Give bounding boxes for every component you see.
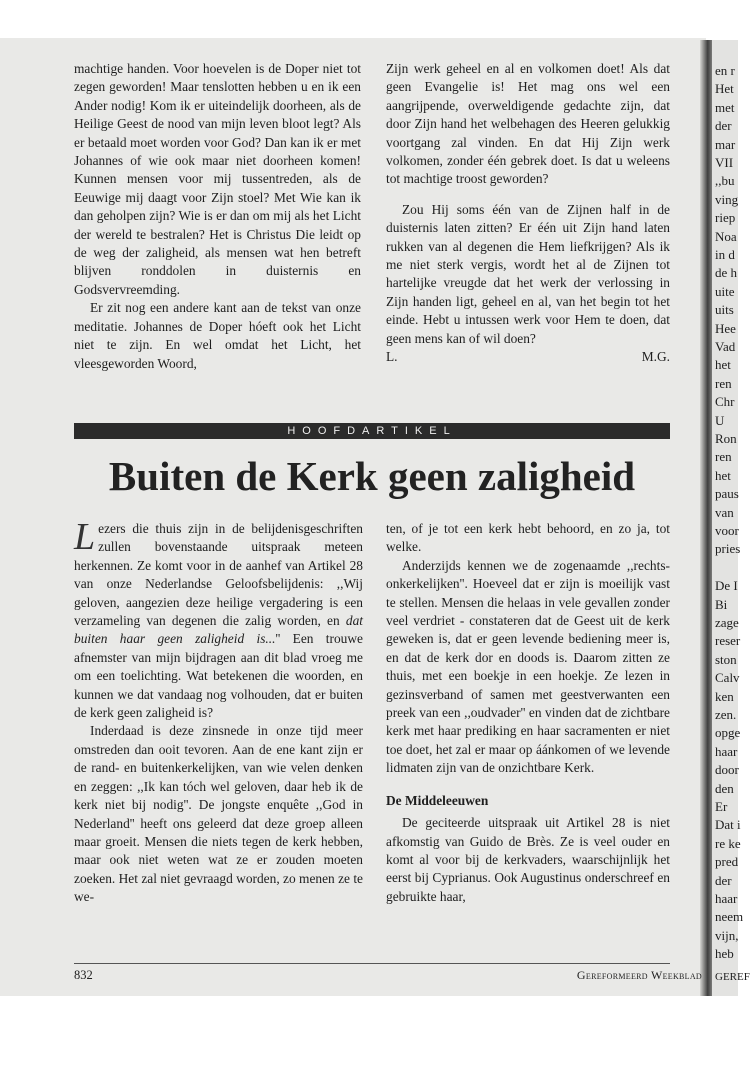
right-page-line: der (715, 118, 732, 134)
right-page-line: de h (715, 265, 738, 281)
right-page-line: der (715, 872, 732, 888)
right-page-footer: GEREF (715, 971, 750, 983)
right-page-line: Er (715, 799, 728, 814)
right-page-line: heb (715, 946, 734, 962)
right-page-line: U (715, 412, 725, 428)
right-page-line: ,,bu (715, 173, 735, 189)
meditation-paragraph: Zijn werk geheel en al en volkomen doet! Als dat geen Evangelie is! Het mag ons wel een aangrijpende, overweldigende gedachte zijn, dat door Zijn hand het welbehagen des Heeren gelukkig voortgang zal vinden. En dat Hij Zijn werk volkomen, zonder één gebrek doet. Is dat u weleens tot machtige troost geworden? (386, 61, 670, 187)
signature-right: M.G. (641, 349, 670, 365)
signature-left: L. (386, 349, 398, 365)
right-page-line: haar (715, 891, 738, 906)
drop-cap: L (74, 516, 96, 558)
right-page-line: De I (715, 578, 738, 594)
article-text: '' Een trouwe afnemster van mijn bijdragen aan dit blad vroeg me om een toelichting. Wat betekenen die woorden, en kunnen we dat vandaag nog volhouden, dat er buiten de kerk geen zaligheid is? (74, 631, 363, 721)
right-page-line: Het (715, 81, 734, 97)
right-page-line: den (715, 780, 734, 796)
page-number: 832 (74, 968, 93, 982)
right-page-line: Ron (715, 431, 737, 446)
article-paragraph: De geciteerde uitspraak uit Artikel 28 is niet afkomstig van Guido de Brès. Ze is veel ouder en komt al voor bij de kerkvaders, waarschijnlijk het eerst bij Cyprianus. Ook Augustinus onderschreef en gebruikte haar, (386, 815, 670, 904)
right-page-line: pred (715, 854, 739, 870)
right-page-line: Vad (715, 339, 736, 354)
meditation-paragraph: Zou Hij soms één van de Zijnen half in de duisternis laten zitten? Er één uit Zijn hand laten rukken van al degenen die Hem liefkrijgen? Als ik me niet sterk vergis, wordt het al de Zijnen tot hartelijke vreugde dat het werk der verlossing in Zijn handen ligt, geheel en al, van het begin tot het einde. Hebt u intussen werk voor Hem te doen, dat geen mens kan of wil doen? (386, 201, 670, 346)
right-page-line: haar (715, 743, 738, 759)
article-headline: Buiten de Kerk geen zaligheid (108, 453, 636, 499)
right-page-line: ving (715, 191, 739, 207)
right-page-line: met (715, 99, 735, 115)
article-paragraph: ten, of je tot een kerk hebt behoord, en zo ja, tot welke. (386, 521, 670, 555)
right-page-line: Bi (715, 596, 728, 612)
article-paragraph (74, 516, 363, 722)
right-page-line: reser (715, 633, 741, 649)
meditation-signature (386, 348, 670, 366)
magazine-name: Gereformeerd Weekblad (576, 968, 702, 982)
right-page-line: Dat i (715, 817, 741, 833)
right-page-line: uits (715, 302, 734, 318)
right-page-line: door (715, 762, 739, 778)
right-page-line: ren (715, 449, 732, 465)
right-page-line: Chr (715, 394, 735, 410)
right-page-line: zage (715, 615, 739, 630)
article-column-right (386, 520, 670, 906)
right-page-line: uite (715, 283, 735, 299)
article-subheading: De Middeleeuwen (386, 792, 489, 808)
right-page-line: ren (715, 375, 732, 391)
right-page-line: ken (715, 688, 734, 704)
article-paragraph: Anderzijds kennen we de zogenaamde ,,rechts-onkerkelijken''. Hoeveel dat er zijn is moeilijk vast te stellen. Mensen die helaas in vele gevallen zonder veel verdriet - constateren dat de Geest uit de kerk geweken is, dat er geen levende bediening meer is, en dat de kerk dor en doods is. Daarom zitten ze thuis, met een boekje in een hoekje. Ze lezen in gezinsverband of samen met geestverwanten een preek van een ,,oudvader'' en vinden dat de zichtbare kerk met haar prediking en haar sacramenten er niet toe doet, het zal er maar op áánkomen of we levende lidmaten zijn van de onzichtbare Kerk. (386, 557, 670, 776)
right-page-line: voor (715, 523, 739, 538)
right-page-line: neem (715, 909, 744, 925)
right-page-line: VII (715, 155, 734, 170)
right-page-line: opge (715, 725, 741, 741)
right-page-line: het (715, 357, 731, 373)
right-page-line: zen. (715, 707, 737, 722)
article-italic-quote: dat buiten haar geen zaligheid is... (74, 613, 363, 647)
right-page-line: Calv (715, 670, 740, 686)
right-page-line: re ke (715, 835, 741, 851)
footer-rule (74, 963, 670, 964)
meditation-paragraph: machtige handen. Voor hoevelen is de Doper niet tot zegen geworden! Maar tenslotten hebben u en ik een Ander nodig! Kom ik er uiteindelijk doorheen, als de Heilige Geest de nood van mijn leven bloot legt? Als er betaald moet worden voor God? Dan kan ik er met Johannes of wie ook maar niet doorheen komen! Kunnen mensen voor mij tussentreden, als de Eeuwige mij daagt voor Zijn stoel? Met Wie kan ik dan geholpen zijn? Wie is er dan om mij als het Licht der wereld te bestralen? Het is Christus Die leidt op de weg der zaligheid, als mensen wat hen betreft blijven ronddolen in duisternis en Godsvervreemding. (74, 61, 361, 297)
right-page-text (712, 40, 750, 996)
right-page-line: ston (715, 651, 737, 667)
right-page-line: pries (715, 541, 741, 557)
article-column-left (74, 516, 363, 907)
right-page-line: riep (715, 210, 736, 226)
meditation-column-left (74, 60, 361, 373)
right-page-line: het (715, 467, 731, 483)
right-page-line: paus (715, 486, 739, 502)
meditation-column-right (386, 60, 670, 367)
right-page-line: en r (715, 63, 735, 78)
right-page-line: Noa (715, 228, 737, 244)
article-text: ezers die thuis zijn in de belijdenisgeschriften zullen bovenstaande uitspraak meteen herkennen. Ze komt voor in de aanhef van Artikel 28 van onze Nederlandse Geloofsbelijdenis: ,,Wij geloven, aangezien deze heilige vergadering is een verzameling van degenen die zalig worden, en (74, 521, 363, 629)
right-page-line: in d (715, 247, 735, 262)
article-paragraph: Inderdaad is deze zinsnede in onze tijd meer omstreden dan ooit tevoren. Aan de ene kant zijn er de rand- en buitenkerkelijken, van wie velen denken en zeggen: ,,Ik kan tóch wel geloven, daar heb ik de kerk niet bij nodig''. De jongste enquête ,,God in Nederland'' heeft ons geleerd dat deze groep alleen maar groeit. Mensen die niets tegen de kerk hebben, maar ook niet weten wat ze er zouden moeten zoeken. Het zal niet gevraagd worden, zo menen ze te we- (74, 723, 363, 905)
right-page-line: van (715, 504, 734, 520)
meditation-paragraph: Er zit nog een andere kant aan de tekst van onze meditatie. Johannes de Doper hóeft ook het Licht niet te zijn. En wel omdat het Licht, het vleesgeworden Woord, (74, 300, 361, 371)
right-page-line: vijn, (715, 927, 739, 943)
section-label-band: HOOFDARTIKEL (74, 423, 670, 439)
right-page-line: Hee (715, 320, 736, 336)
right-page-line: mar (715, 136, 736, 152)
